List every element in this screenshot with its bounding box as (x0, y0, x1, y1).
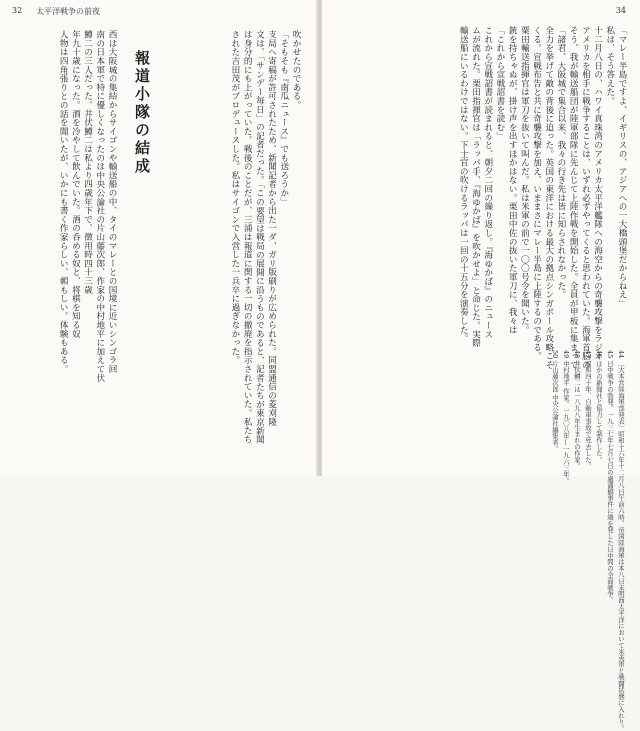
running-head: 太平洋戦争の前夜 (36, 7, 100, 16)
left-body-top: 吹かせたのである。 「そもそも『南瓜ニュース』でも送ろうか」 支局へ寄稿が許可されたため、新聞記者から出た一ダ、ガリ版刷りが広められた。同盟通信の菱刈隆 文は、「サンデー毎日」の記者だった。「この要望は戦局の展開に沿うものであると、記者たちが東京新聞 は身分的にも上がっていた。戦後のことだが、三浦は報道に関する一切の撤廃を指示されていた。私たち された吉田茂がプロデュースした。私はサイゴンで入営した一兵卒に過ぎなかった。 (229, 30, 301, 444)
left-page (0, 0, 318, 476)
page-number-left: 32 (12, 6, 23, 15)
section-heading: 報道小隊の結成 (133, 50, 151, 176)
left-body-bottom: 西は大阪城の集結からサイゴンや輸送船の中、タイのマレーとの国境に近いシンゴラ回 南の日本軍で特に優しくなったのは中央公論社の片山藤次郎、作家の中村地平に加えて伏 鱒二の三人だった。井伏鱒二は私より四歳年下で、徴用時四十三歳 年九十歳になった。酒を冷やして飲んでいた。酒の呑める奴と、将棋を知る奴 人物は四角張りとの話を聞いたが、いかにも書く作家らしい、頼もしい。体験もある。 (58, 30, 117, 382)
footnotes: 44 〔大本営陸海軍部発表〕昭和十六年十二月八日午前六時、帝国陸海軍は本八日未明西太平洋において米英軍と戦闘状態に入れり。 45 日中戦争の勃発。一九三七年七月七日の盧溝橋事件に端を発した日中間の全面戦争。 46 ほかの新聞社と協力して制作した。 47 昭和四十年、自動車事故で死去した。 48 井伏鱒二は一八九八年生まれの作家。 49 中村地平 作家。一九〇八年—一九六三年。 50 片山藤次郎 中央公論社編集者。 (551, 350, 625, 731)
right-body: 「マレー半島ですよ、イギリスの、アジアへの一大橋頭堡だからねえ」 私は、そう答えた。 十二月八日の、ハワイ真珠湾のアメリカ太平洋艦隊への海空からの奇襲攻撃をラジオ アメリカを相手に戦争することは、いずれ必ずやってくると思われていた。海軍首脳の そう、我が輸送船団が陸軍部隊に先んじて上陸作戦を開始した。全員が甲板に集まって 「諸君、大阪城で集合以来、我々の行き先は皆に知らされなかった。 全力を挙げて敵の背後に迫った。英国の東洋における最大の拠点シンガポール攻略こそ くる。宣戦布告と共に奇襲攻撃を加え、いままさにマレー半島に上陸するのである。 粟田輸送指揮官は軍刀を抜いて叫んだ。私は米軍の前で一〇〇号令を聞いた。 銃を持ちゃぬが、掛け声を出すほかはない。栗田中佐の抜いた軍刀に、我々は 「これから宣戦詔書を読む」 これから宣戦詔書が読まれると、朝夕二回の繰り返し。『海ゆかば』のニュース ムが流れた。栗田指揮官は「ラッパ手、『海ゆかば』を吹かせよ」と命じた。実際 輸送船にいるわけではない。下士官の吹けるラッパは一回の十五分を演奏した。 (458, 26, 627, 370)
right-page (322, 0, 640, 731)
page-number-right: 34 (615, 6, 626, 15)
